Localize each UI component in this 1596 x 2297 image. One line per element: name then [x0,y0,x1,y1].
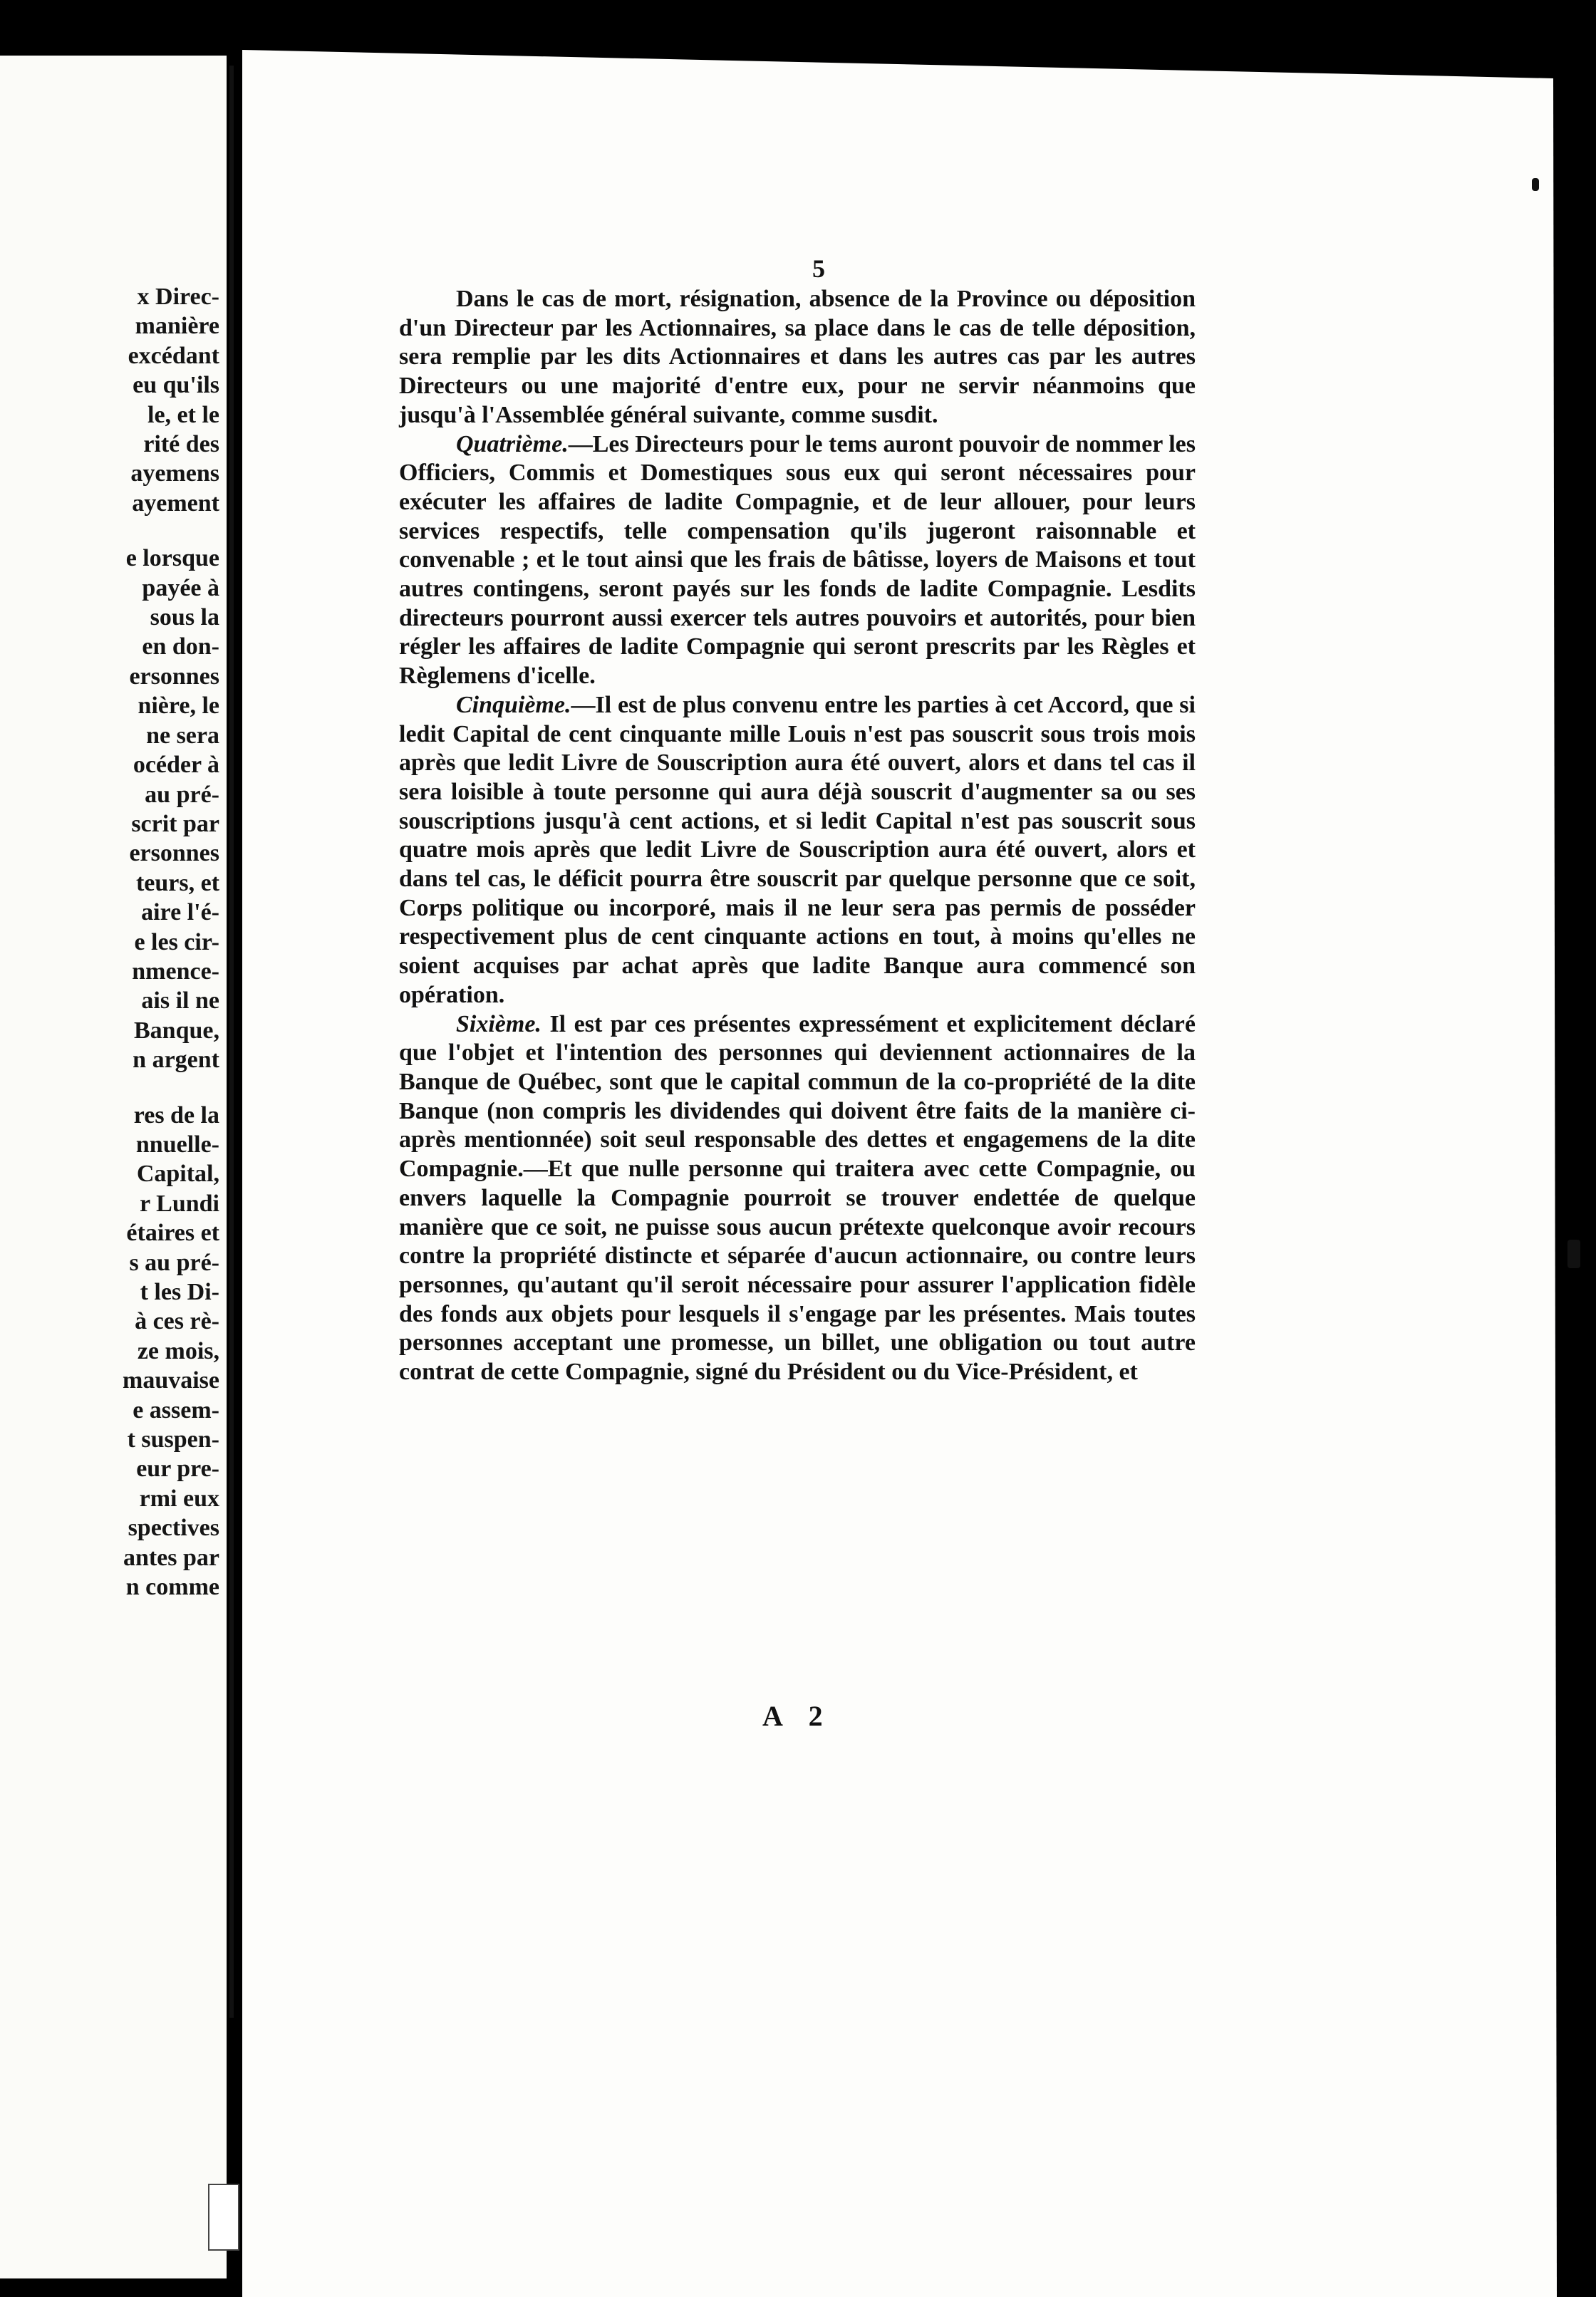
left-text-line: s au pré- [129,1249,219,1276]
left-text-line: n argent [133,1047,219,1074]
left-text-line: ersonnes [129,663,219,690]
paragraph-text: Dans le cas de mort, résignation, absence de la Province ou déposition d'un Directeur par les Actionnaires, sa place dans le cas de telle déposition, sera remplie par les dits Actionnaires et dans les autres cas par les autres Directeurs ou une majorité d'entre eux, pour ne servir néanmoins que jusqu'à l'Assemblée général suivante, comme susdit. [399,286,1196,428]
left-text-line: Capital, [136,1161,219,1188]
paragraph [399,1010,1196,1387]
left-text-line: océder à [133,752,219,779]
left-text-line: ze mois, [137,1337,219,1364]
main-text-body [399,285,1196,1387]
left-text-line: eur pre- [136,1456,219,1483]
left-text-line: mauvaise [123,1367,219,1394]
paragraph-text: Il est par ces présentes expressément et explicitement déclaré que l'objet et l'intention des personnes qui deviennent actionnaires de la Banque de Québec, sont que le capital commun de la co-propriété de la dite Banque (non compris les dividendes qui doivent être faits de la manière ci-après mentionnée) soit seul responsable des dettes et engagemens de la dite Compagnie.—Et que nulle personne qui traitera avec cette Compagnie, ou envers laquelle la Compagnie pourroit se trouver endettée de quelque manière que ce soit, ne puisse sous aucun prétexte quelconque avoir recours contre la propriété distincte et séparée d'aucun actionnaire, ou contre leurs personnes, qu'autant qu'il seroit nécessaire pour assurer l'application fidèle des fonds aux objets pour lesquels il s'engage par les présentes. Mais toutes personnes acceptant une promesse, un billet, une obligation ou tout autre contrat de cette Compagnie, signé du Président ou du Vice-Président, et [399,1010,1196,1386]
article-heading: Quatrième. [456,430,569,457]
left-text-line: res de la [133,1101,219,1129]
article-heading: Sixième. [456,1010,542,1037]
left-text-line: e les cir- [134,928,219,955]
article-heading: Cinquième. [456,691,571,718]
left-text-line: nnuelle- [135,1131,219,1158]
book-gutter [229,66,234,2018]
left-text-line: n comme [125,1574,219,1601]
left-text-line: ais il ne [141,987,219,1015]
left-text-line: e assem- [133,1396,219,1424]
left-text-line: nière, le [138,693,219,720]
paragraph-text: —Il est de plus convenu entre les parties à cet Accord, que si ledit Capital de cent cinquante mille Louis n'est pas souscrit sous trois mois après que ledit Livre de Souscription aura été ouvert, alors et dans tel cas il sera loisible à toute personne qui aura déjà souscrit d'augmenter sa ou ses souscriptions jusqu'à cent actions, et si ledit Capital n'est pas souscrit sous quatre mois après que ledit Livre de Souscription aura été ouvert, alors et dans tel cas, le déficit pourra être souscrit par quelque personne que ce soit, Corps politique ou incorporé, mais il ne leur sera pas permis de posséder respectivement plus de cent cinquante actions en tout, à moins qu'elles ne soient acquises par achat après que ladite Banque aura commencé son opération. [399,691,1196,1008]
left-text-line: ayement [132,489,219,517]
gutter-tab [208,2184,239,2251]
left-page-text-column [6,282,219,1602]
left-text-line: payée à [142,574,219,601]
paragraph [399,430,1196,691]
left-text-line: ayemens [130,460,219,487]
left-text-line: rmi eux [139,1485,219,1512]
left-text-line: à ces rè- [135,1308,219,1335]
left-text-line: r Lundi [140,1190,219,1217]
left-text-line: antes par [123,1544,219,1571]
left-text-line: en don- [142,633,219,660]
left-text-line: eu qu'ils [133,372,219,399]
page-number: 5 [812,254,825,283]
left-text-line: scrit par [131,810,219,837]
signature-mark: A 2 [762,1700,833,1732]
left-text-line: e lorsque [125,545,219,572]
paragraph [399,285,1196,430]
left-text-line: manière [135,313,219,340]
left-text-line: t les Di- [140,1279,219,1305]
left-text-line: Banque, [134,1017,219,1044]
edge-speck [1532,178,1539,191]
paragraph-text: —Les Directeurs pour le tems auront pouvoir de nommer les Officiers, Commis et Domestiques sous eux qui seront nécessaires pour exécuter les affaires de ladite Compagnie, et de leur allouer, pour leurs services respectifs, telle compensation qu'ils jugeront raisonnable et convenable ; et le tout ainsi que les frais de bâtisse, loyers de Maisons et tout autres contingens, seront payés sur les fonds de ladite Compagnie. Lesdits directeurs pourront aussi exercer tels autres pouvoirs et autorités, pour bien régler les affaires de ladite Compagnie qui seront prescrits par les Règles et Règlemens d'icelle. [399,430,1196,690]
edge-speck [1568,1240,1580,1268]
left-text-line: sous la [150,604,219,631]
left-text-line: rité des [143,431,219,458]
paragraph [399,691,1196,1010]
left-text-line: aire l'é- [141,899,219,926]
left-text-line: excédant [128,342,219,369]
left-text-line: ersonnes [129,840,219,867]
left-text-line: nmence- [132,958,219,985]
left-text-line: étaires et [126,1220,219,1247]
left-page-fragment [0,56,227,2278]
left-text-line: le, et le [147,401,219,428]
left-text-line: ne sera [146,722,219,749]
left-text-line: x Direc- [137,284,219,310]
left-text-line: t suspen- [127,1426,219,1453]
left-text-line: spectives [128,1515,219,1542]
left-text-line: teurs, et [135,869,219,896]
left-text-line: au pré- [145,781,219,808]
